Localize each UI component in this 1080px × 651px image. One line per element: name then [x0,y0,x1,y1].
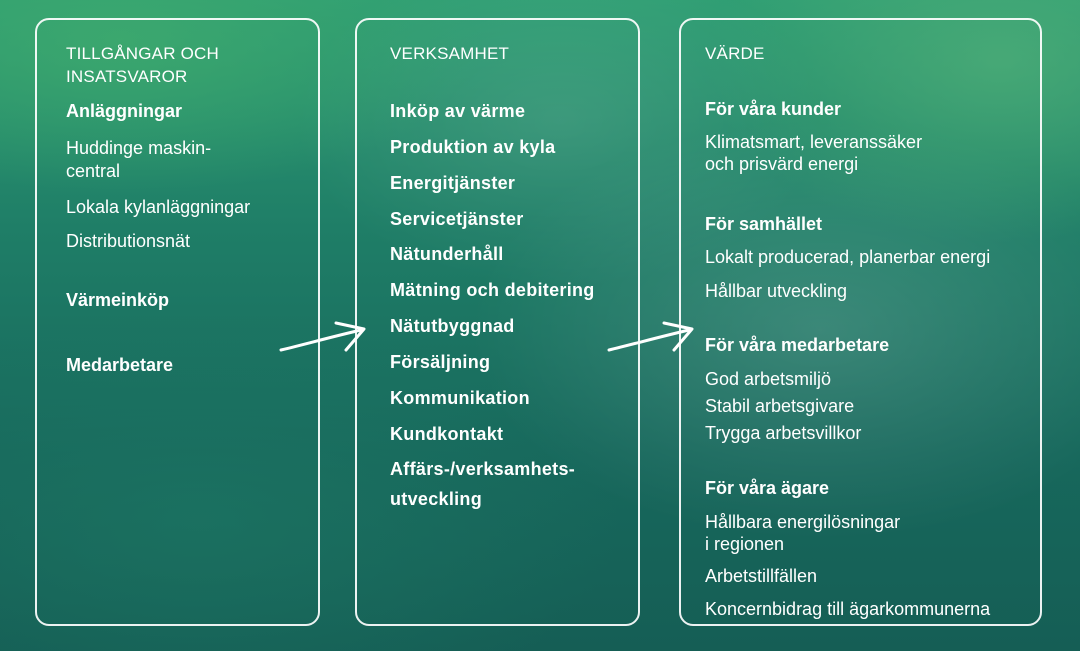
operation-item: Servicetjänster [390,209,524,229]
asset-item: Distributionsnät [66,231,191,251]
value-group-customers: För våra kunder [705,99,842,119]
value-column [679,18,1042,626]
operation-item: Kundkontakt [390,424,504,444]
value-item: Hållbara energilösningar i regionen [705,512,901,554]
value-item: Stabil arbetsgivare [705,396,855,416]
operation-item: Nätutbyggnad [390,316,515,336]
assets-group-heat-purchase: Värmeinköp [66,290,170,310]
operations-column [355,18,640,626]
operation-item: Affärs-/verksamhets- [390,459,576,479]
assets-group-employees: Medarbetare [66,355,174,375]
operation-item: Mätning och debitering [390,280,595,300]
operation-item: Försäljning [390,352,491,372]
asset-item: Huddinge maskin- central [66,138,212,181]
operation-item: Produktion av kyla [390,137,556,157]
operation-item: Inköp av värme [390,101,526,121]
assets-heading: TILLGÅNGAR OCH INSATSVAROR [66,44,219,86]
value-item: Koncernbidrag till ägarkommunerna [705,599,991,619]
value-group-society: För samhället [705,214,823,234]
value-item: Trygga arbetsvillkor [705,423,862,443]
asset-item: Lokala kylanläggningar [66,197,251,217]
operation-item: Energitjänster [390,173,516,193]
arrow-right-icon [276,316,376,360]
assets-group-facilities: Anläggningar [66,101,182,121]
value-item: God arbetsmiljö [705,369,832,389]
value-item: Hållbar utveckling [705,281,848,301]
operation-item: Nätunderhåll [390,244,504,264]
operations-heading: VERKSAMHET [390,44,510,63]
value-item: Arbetstillfällen [705,566,818,586]
arrow-right-icon [604,316,704,360]
value-group-owners: För våra ägare [705,478,830,498]
value-item: Klimatsmart, leveranssäker och prisvärd energi [705,132,923,174]
value-heading: VÄRDE [705,44,765,63]
operation-item: Kommunikation [390,388,530,408]
operation-item: utveckling [390,489,483,509]
value-item: Lokalt producerad, planerbar energi [705,247,991,267]
value-group-employees: För våra medarbetare [705,335,890,355]
